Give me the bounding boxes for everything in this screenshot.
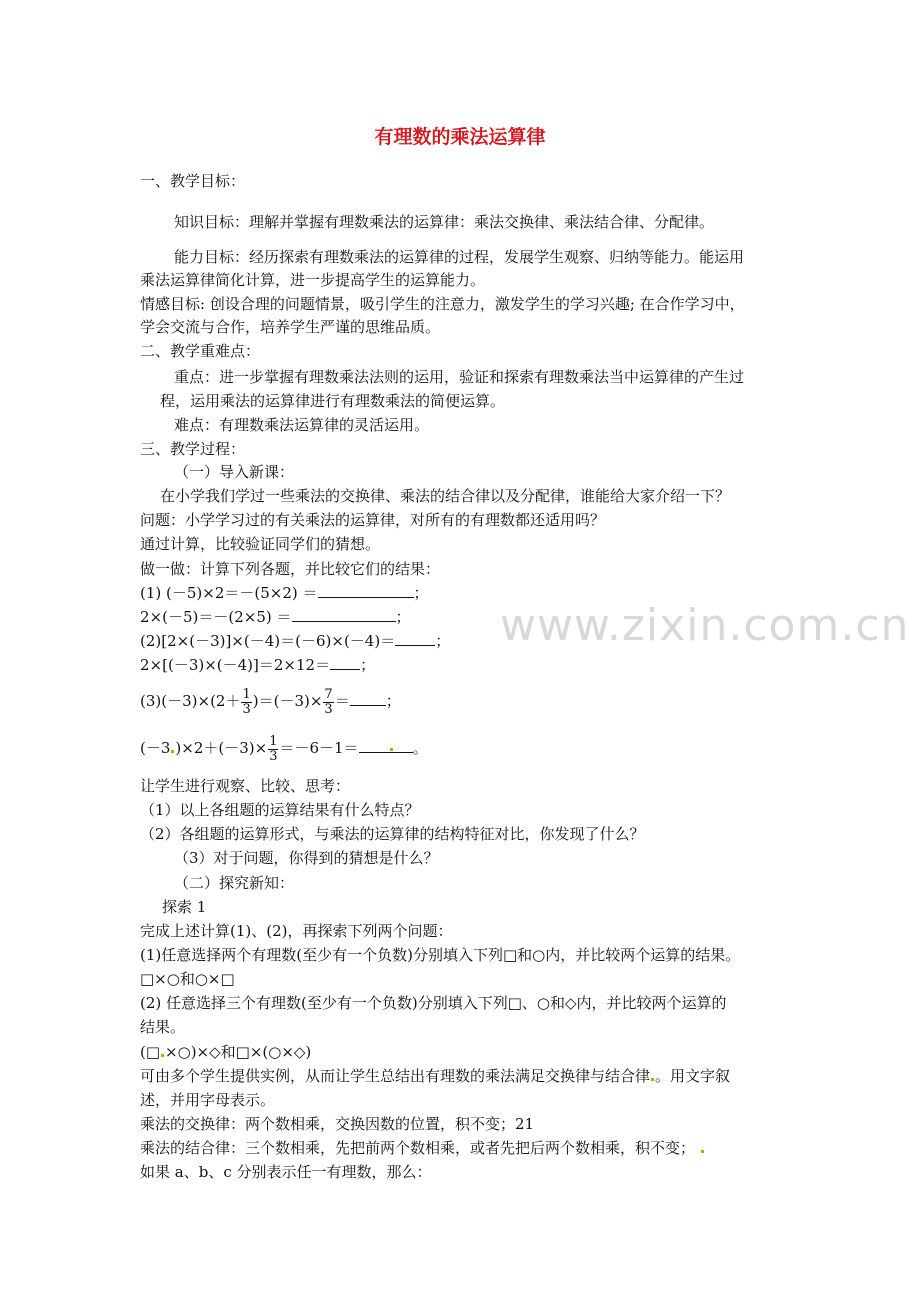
answer-blank — [292, 607, 396, 622]
observe-q2: （2）各组题的运算形式，与乘法的运算律的结构特征对比，你发现了什么？ — [140, 825, 645, 843]
semicolon: ； — [435, 632, 451, 650]
section-heading-keypoints: 二、教学重难点： — [140, 342, 261, 360]
summary-text: 。用文字叙 — [655, 1067, 731, 1085]
math-line-6 — [140, 731, 428, 765]
section-heading-process: 三、教学过程： — [140, 440, 246, 458]
math-text: ×○)×◇和□×(○×◇) — [165, 1043, 312, 1061]
keypoint-line1: 重点：进一步掌握有理数乘法法则的运用，验证和探索有理数乘法当中运算律的产生过 — [174, 368, 745, 386]
try-line: 做一做：计算下列各题，并比较它们的结果： — [140, 560, 441, 578]
math-line-1 — [140, 583, 429, 603]
marker-dot — [390, 748, 393, 751]
answer-blank — [395, 631, 435, 646]
difficulty-line: 难点：有理数乘法运算律的灵活运用。 — [174, 416, 430, 434]
math-text: (□ — [140, 1043, 161, 1061]
fraction-seven-thirds: $\frac{7}{3}$ — [324, 686, 333, 717]
question-line: 问题：小学学习过的有关乘法的运算律，对所有的有理数都还适用吗？ — [140, 511, 606, 529]
semicolon: ； — [395, 608, 411, 626]
explore-task1: (1)任意选择两个有理数(至少有一个负数)分别填入下列□和○内，并比较两个运算的结果。 — [140, 946, 741, 964]
math-text: )×2＋(－3)× — [175, 739, 268, 757]
emotion-goal-line1: 情感目标: 创设合理的问题情景，吸引学生的注意力，激发学生的学习兴趣; 在合作学习中， — [140, 295, 745, 313]
associative-law — [140, 1138, 705, 1158]
math-text: (－3 — [140, 739, 171, 757]
math-line-3 — [140, 631, 450, 651]
summary-line1 — [140, 1066, 730, 1086]
marker-dot — [701, 1150, 704, 1153]
math-text: (3)(－3)×(2＋ — [140, 692, 241, 710]
subsection-intro: （一）导入新课： — [174, 463, 295, 481]
math-text: 2×[(－3)×(－4)]＝2×12＝ — [140, 656, 331, 674]
math-text: (2)[2×(－3)]×(－4)＝(－6)×(－4)＝ — [140, 632, 396, 650]
fraction-one-third: $\frac{1}{3}$ — [269, 733, 278, 764]
period: 。 — [412, 739, 428, 757]
math-text: ＝－6－1＝ — [279, 739, 359, 757]
ability-goal-line1: 能力目标：经历探索有理数乘法的运算律的过程，发展学生观察、归纳等能力。能运用 — [174, 248, 745, 266]
emotion-goal-line2: 学会交流与合作，培养学生严谨的思维品质。 — [140, 318, 441, 336]
summary-line2: 述，并用字母表示。 — [140, 1091, 276, 1109]
ability-goal-line2: 乘法运算律简化计算，进一步提高学生的运算能力。 — [140, 271, 486, 289]
verify-line: 通过计算，比较验证同学们的猜想。 — [140, 535, 381, 553]
equals: ＝ — [334, 692, 350, 710]
page-title: 有理数的乘法运算律 — [374, 126, 546, 148]
answer-blank — [318, 583, 414, 598]
semicolon: ； — [385, 692, 401, 710]
explore-task2-cont: 结果。 — [140, 1018, 186, 1036]
observe-q1: （1）以上各组题的运算结果有什么特点？ — [140, 801, 420, 819]
math-line-2 — [140, 607, 411, 627]
marker-dot — [651, 1078, 654, 1081]
math-text: )＝(－3)× — [252, 692, 323, 710]
subsection-explore: （二）探究新知： — [174, 874, 295, 892]
observe-line: 让学生进行观察、比较、思考： — [140, 777, 351, 795]
knowledge-goal: 知识目标：理解并掌握有理数乘法的运算律：乘法交换律、乘法结合律、分配律。 — [174, 213, 715, 231]
answer-blank — [350, 691, 386, 706]
semicolon: ； — [360, 656, 376, 674]
watermark: www.zixin.com.cn — [500, 600, 910, 651]
semicolon: ； — [413, 584, 429, 602]
observe-q3: （3）对于问题，你得到的猜想是什么？ — [174, 849, 439, 867]
commutative-law: 乘法的交换律：两个数相乘，交换因数的位置，积不变；21 — [140, 1115, 535, 1133]
section-heading-goals: 一、教学目标： — [140, 172, 246, 190]
explore-label: 探索 1 — [162, 898, 207, 916]
explore-task2-expr — [140, 1042, 311, 1062]
explore-task2: (2) 任意选择三个有理数(至少有一个负数)分别填入下列□、○和◇内，并比较两个运算的 — [140, 994, 727, 1012]
law-text: 乘法的结合律：三个数相乘，先把前两个数相乘，或者先把后两个数相乘，积不变； — [140, 1139, 696, 1157]
answer-blank — [359, 738, 413, 753]
math-line-4 — [140, 655, 375, 675]
summary-text: 可由多个学生提供实例，从而让学生总结出有理数的乘法满足交换律与结合律 — [140, 1067, 651, 1085]
fraction-one-third: $\frac{1}{3}$ — [242, 686, 251, 717]
keypoint-line2: 程，运用乘法的运算律进行有理数乘法的简便运算。 — [160, 392, 506, 410]
intro-paragraph: 在小学我们学过一些乘法的交换律、乘法的结合律以及分配律，谁能给大家介绍一下？ — [160, 487, 731, 505]
math-text: 2×(－5)＝－(2×5) ＝ — [140, 608, 292, 626]
explore-instruction: 完成上述计算(1)、(2)，再探索下列两个问题： — [140, 922, 453, 940]
explore-task1-expr: □×○和○×□ — [140, 970, 235, 988]
variables-line: 如果 a、b、c 分别表示任一有理数，那么： — [140, 1163, 432, 1181]
math-text: (1) (－5)×2＝－(5×2) ＝ — [140, 584, 318, 602]
marker-dot — [171, 750, 174, 753]
marker-dot — [161, 1054, 164, 1057]
answer-blank — [330, 655, 360, 670]
math-line-5 — [140, 684, 401, 718]
